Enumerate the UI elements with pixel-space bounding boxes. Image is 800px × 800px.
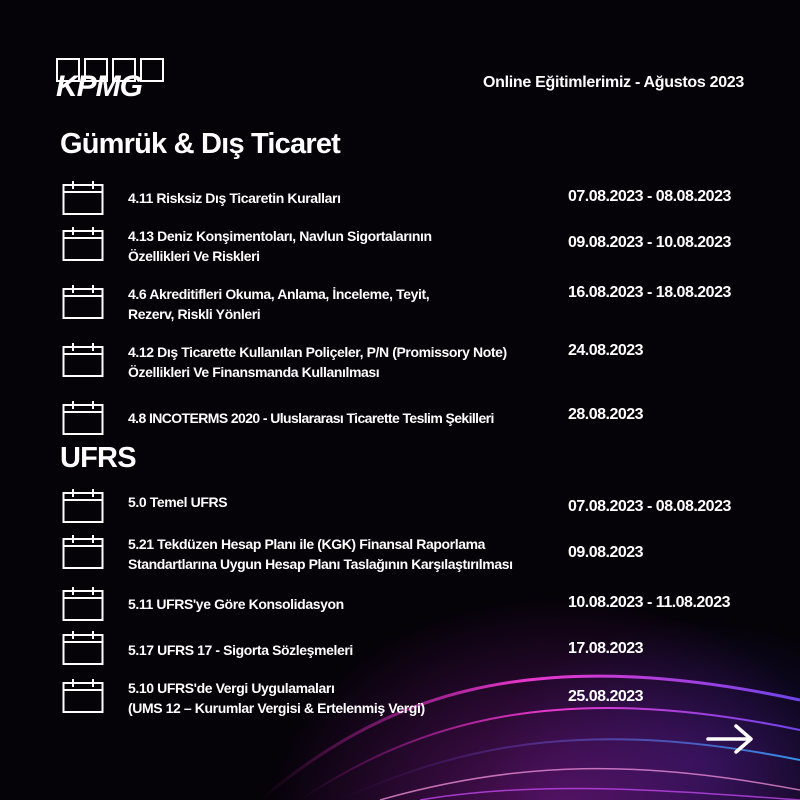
course-title: 4.13 Deniz Konşimentoları, Navlun Sigortalarının Özellikleri Ve Riskleri [128, 228, 432, 264]
course-date: 09.08.2023 [568, 544, 644, 561]
course-date: 28.08.2023 [568, 406, 644, 423]
course-title: 5.11 UFRS'ye Göre Konsolidasyon [128, 596, 344, 612]
calendar-icon [62, 226, 104, 262]
calendar-icon [62, 678, 104, 714]
course-title: 5.21 Tekdüzen Hesap Planı ile (KGK) Finansal Raporlama Standartlarına Uygun Hesap Planı Taslağının Karşılaştırılması [128, 536, 513, 572]
course-row [62, 678, 752, 718]
course-date: 07.08.2023 - 08.08.2023 [568, 188, 731, 205]
course-date: 24.08.2023 [568, 342, 644, 359]
course-row [62, 180, 752, 220]
course-date: 07.08.2023 - 08.08.2023 [568, 498, 731, 515]
course-title: 4.8 INCOTERMS 2020 - Uluslararası Ticarette Teslim Şekilleri [128, 410, 494, 426]
calendar-icon [62, 586, 104, 622]
section-title-gumruk: Gümrük & Dış Ticaret [60, 128, 341, 160]
calendar-icon [62, 630, 104, 666]
course-date: 16.08.2023 - 18.08.2023 [568, 284, 731, 301]
kpmg-logo: KPMG [56, 58, 172, 104]
course-title: 5.0 Temel UFRS [128, 494, 228, 510]
course-row [62, 342, 752, 382]
arrow-right-icon[interactable] [706, 722, 756, 756]
course-row [62, 630, 752, 670]
calendar-icon [62, 488, 104, 524]
course-title: 4.12 Dış Ticarette Kullanılan Poliçeler, P/N (Promissory Note) Özellikleri Ve Finansmanda Kullanılması [128, 344, 507, 380]
calendar-icon [62, 534, 104, 570]
course-date: 25.08.2023 [568, 688, 644, 705]
course-row [62, 400, 752, 440]
course-date: 17.08.2023 [568, 640, 644, 657]
course-row [62, 488, 752, 528]
course-row [62, 586, 752, 626]
course-title: 4.6 Akreditifleri Okuma, Anlama, İnceleme, Teyit, Rezerv, Riskli Yönleri [128, 286, 430, 322]
course-date: 09.08.2023 - 10.08.2023 [568, 234, 731, 251]
section-title-ufrs: UFRS [60, 442, 136, 474]
header-title: Online Eğitimlerimiz - Ağustos 2023 [483, 74, 744, 91]
course-row [62, 534, 752, 574]
calendar-icon [62, 180, 104, 216]
course-row [62, 284, 752, 324]
calendar-icon [62, 342, 104, 378]
course-date: 10.08.2023 - 11.08.2023 [568, 594, 730, 611]
course-title: 5.10 UFRS'de Vergi Uygulamaları (UMS 12 – Kurumlar Vergisi & Ertelenmiş Vergi) [128, 680, 425, 716]
course-row [62, 226, 752, 266]
calendar-icon [62, 400, 104, 436]
course-title: 5.17 UFRS 17 - Sigorta Sözleşmeleri [128, 642, 353, 658]
course-title: 4.11 Risksiz Dış Ticaretin Kuralları [128, 190, 341, 206]
calendar-icon [62, 284, 104, 320]
